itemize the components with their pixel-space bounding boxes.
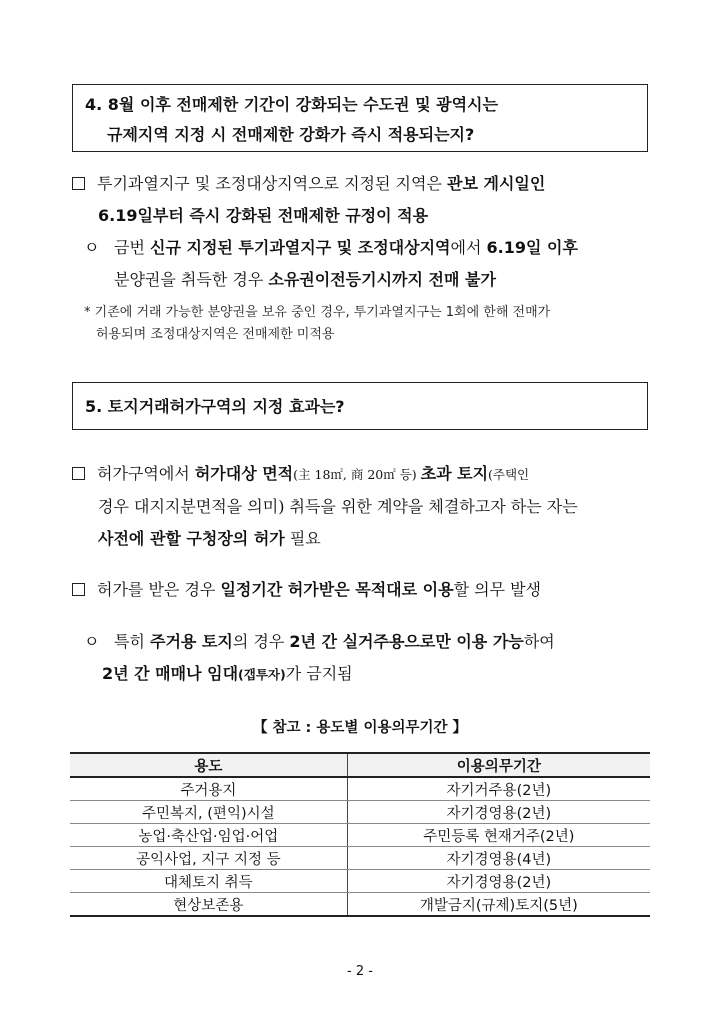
sub-point-6-h: 가 금지됨 — [285, 664, 353, 683]
table-header-row — [70, 753, 650, 777]
circle-bullet-icon: ㅇ — [84, 238, 100, 257]
header-usage: 용도 — [70, 753, 347, 777]
table-row — [70, 824, 650, 847]
note-4 — [84, 302, 654, 346]
sub-point-6-e: 하여 — [523, 632, 555, 651]
answer-5-h: 필요 — [284, 529, 321, 548]
cell-usage: 대체토지 취득 — [70, 870, 347, 893]
reference-title: 【 참고 : 용도별 이용의무기간 】 — [252, 720, 468, 736]
answer-5-f: 경우 대지지분면적을 의미) 취득을 위한 계약을 체결하고자 하는 자는 — [98, 497, 578, 516]
circle-bullet-icon: ㅇ — [84, 632, 100, 651]
sub-point-6-c: 의 경우 — [232, 632, 290, 651]
sub-point-4-b: 신규 지정된 투기과열지구 및 조정대상지역 — [150, 238, 451, 257]
question-5-box — [72, 382, 648, 430]
sub-point-6-d: 2년 간 실거주용으로만 이용 가능 — [289, 632, 524, 651]
table-row — [70, 870, 650, 893]
table-row — [70, 847, 650, 870]
answer-4-text-b: 관보 게시일인 — [447, 174, 546, 193]
cell-period: 개발금지(규제)토지(5년) — [347, 893, 650, 917]
note-4-line-1: 기존에 거래 가능한 분양권을 보유 중인 경우, 투기과열지구는 1회에 한해 전매가 — [90, 305, 551, 320]
sub-point-6-b: 주거용 토지 — [150, 632, 233, 651]
asterisk-marker: * — [84, 305, 91, 320]
table-row — [70, 893, 650, 917]
cell-period: 자기경영용(2년) — [347, 870, 650, 893]
table-row — [70, 777, 650, 801]
question-4-line-1: 4. 8월 이후 전매제한 기간이 강화되는 수도권 및 광역시는 — [85, 95, 498, 114]
answer-4-text-c: 6.19일부터 즉시 강화된 전매제한 규정이 적용 — [98, 206, 429, 225]
answer-6 — [72, 574, 662, 606]
cell-usage: 공익사업, 지구 지정 등 — [70, 847, 347, 870]
sub-point-4-f: 소유권이전등기시까지 전매 불가 — [268, 270, 496, 289]
cell-usage: 주민복지, (편익)시설 — [70, 801, 347, 824]
sub-point-4-c: 에서 — [450, 238, 487, 257]
sub-point-4-a: 금번 — [114, 238, 150, 257]
answer-5-a: 허가구역에서 — [97, 464, 195, 483]
answer-6-b: 일정기간 허가받은 목적대로 이용 — [220, 580, 454, 599]
sub-point-6-f: 2년 간 매매나 임대 — [102, 664, 239, 683]
answer-6-c: 할 의무 발생 — [453, 580, 542, 599]
sub-point-4-e: 분양권을 취득한 경우 — [114, 270, 269, 289]
reference-table — [70, 752, 650, 917]
table-row — [70, 801, 650, 824]
cell-period: 자기거주용(2년) — [347, 777, 650, 801]
sub-point-6-a: 특히 — [114, 632, 150, 651]
cell-usage: 주거용지 — [70, 777, 347, 801]
question-5-line-1: 5. 토지거래허가구역의 지정 효과는? — [85, 397, 345, 416]
question-4-line-2: 규제지역 지정 시 전매제한 강화가 즉시 적용되는지? — [107, 125, 475, 144]
sub-point-6-g: (갭투자) — [238, 667, 286, 682]
checkbox-icon — [72, 467, 85, 480]
sub-point-4 — [84, 232, 674, 296]
answer-5-c: (主 18㎡, 商 20㎡ 등) — [293, 467, 421, 482]
note-4-line-2: 허용되며 조정대상지역은 전매제한 미적용 — [96, 327, 335, 342]
sub-point-4-d: 6.19일 이후 — [486, 238, 578, 257]
checkbox-icon — [72, 177, 85, 190]
cell-usage: 농업·축산업·임업·어업 — [70, 824, 347, 847]
cell-usage: 현상보존용 — [70, 893, 347, 917]
sub-point-6 — [84, 626, 674, 691]
answer-6-a: 허가를 받은 경우 — [97, 580, 221, 599]
cell-period: 자기경영용(2년) — [347, 801, 650, 824]
cell-period: 자기경영용(4년) — [347, 847, 650, 870]
answer-5-g: 사전에 관할 구청장의 허가 — [98, 529, 285, 548]
answer-5 — [72, 458, 662, 555]
question-4-box — [72, 84, 648, 152]
answer-5-b: 허가대상 면적 — [194, 464, 294, 483]
cell-period: 주민등록 현재거주(2년) — [347, 824, 650, 847]
answer-4 — [72, 168, 662, 232]
answer-5-d: 초과 토지 — [420, 464, 489, 483]
answer-5-e: (주택인 — [488, 467, 530, 482]
page-number: - 2 - — [347, 964, 373, 979]
answer-4-text-a: 투기과열지구 및 조정대상지역으로 지정된 지역은 — [97, 174, 448, 193]
header-duty-period: 이용의무기간 — [347, 753, 650, 777]
checkbox-icon — [72, 583, 85, 596]
